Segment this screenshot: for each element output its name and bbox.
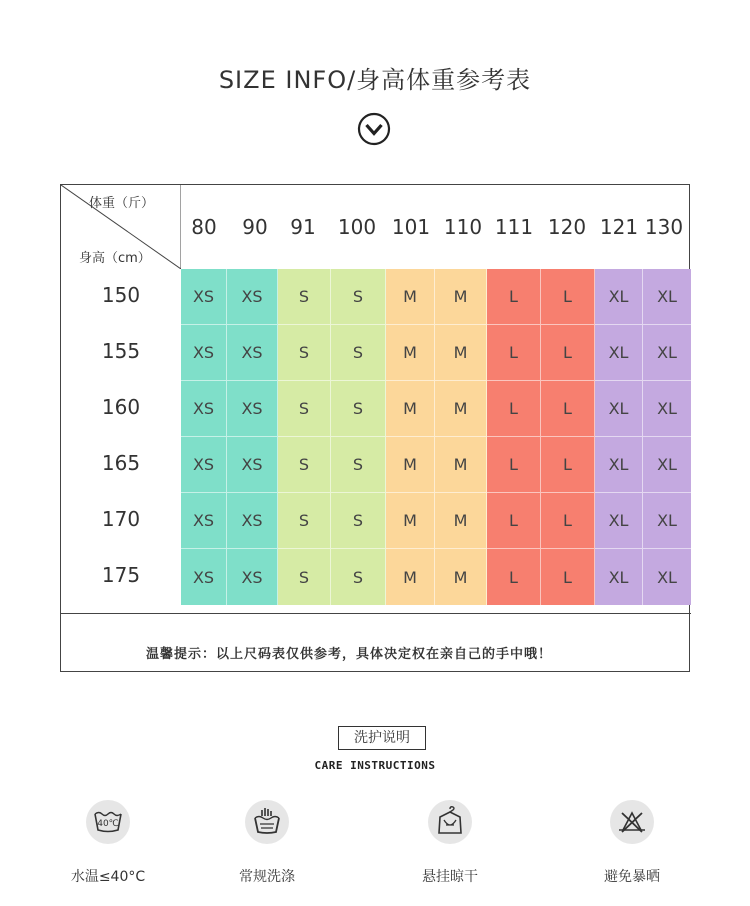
weight-header-91: 91	[290, 215, 316, 239]
height-row-label-175: 175	[101, 563, 141, 587]
weight-header-111: 111	[494, 215, 534, 239]
size-cell: XL	[643, 325, 691, 381]
weight-header-101: 101	[391, 215, 431, 239]
size-cell: XS	[227, 437, 278, 493]
size-cell: L	[541, 325, 595, 381]
size-cell: S	[331, 381, 386, 437]
size-cell: L	[487, 269, 541, 325]
size-cell: XL	[595, 325, 643, 381]
size-cell: XS	[227, 493, 278, 549]
care-subheading: CARE INSTRUCTIONS	[314, 759, 436, 772]
size-cell: M	[386, 437, 435, 493]
size-cell: XS	[181, 269, 227, 325]
page-title: SIZE INFO/身高体重参考表	[218, 66, 532, 94]
size-cell: XL	[595, 381, 643, 437]
size-chart-table	[60, 184, 690, 672]
care-label-avoid-sun: 避免暴晒	[604, 869, 660, 885]
care-heading: 洗护说明	[338, 726, 426, 750]
size-cell: XL	[595, 269, 643, 325]
size-cell: XL	[595, 493, 643, 549]
size-cell: L	[541, 269, 595, 325]
size-cell: XL	[643, 269, 691, 325]
size-cell: XS	[181, 493, 227, 549]
weight-header-100: 100	[337, 215, 377, 239]
size-cell: XS	[181, 325, 227, 381]
care-label-hang-dry: 悬挂晾干	[422, 869, 478, 885]
size-cell: XS	[227, 269, 278, 325]
size-cell: S	[331, 269, 386, 325]
size-cell: M	[435, 493, 487, 549]
size-cell: XS	[181, 381, 227, 437]
size-cell: M	[386, 381, 435, 437]
size-cell: S	[278, 493, 331, 549]
size-cell: L	[541, 549, 595, 605]
table-corner-header	[61, 185, 181, 269]
weight-header-120: 120	[547, 215, 587, 239]
size-cell: L	[487, 437, 541, 493]
size-cell: L	[541, 437, 595, 493]
size-cell: S	[331, 325, 386, 381]
weight-header-80: 80	[191, 215, 217, 239]
weight-header-121: 121	[599, 215, 639, 239]
size-cell: L	[487, 325, 541, 381]
weight-header-90: 90	[242, 215, 268, 239]
height-row-label-165: 165	[101, 451, 141, 475]
divider	[61, 613, 691, 614]
height-axis-label: 身高（cm）	[79, 251, 151, 266]
weight-header-130: 130	[644, 215, 684, 239]
height-row-label-155: 155	[101, 339, 141, 363]
size-cell: XS	[227, 381, 278, 437]
chevron-down-circle-icon	[357, 112, 391, 146]
wash-40-icon	[86, 800, 130, 844]
size-cell: L	[541, 381, 595, 437]
size-cell: S	[331, 549, 386, 605]
size-cell: XS	[227, 325, 278, 381]
size-cell: S	[278, 269, 331, 325]
wash-40-icon-text: 40℃	[97, 819, 119, 829]
height-row-label-170: 170	[101, 507, 141, 531]
care-label-normal-wash: 常规洗涤	[239, 869, 295, 885]
size-cell: XS	[181, 549, 227, 605]
size-cell: M	[386, 549, 435, 605]
hand-wash-icon	[245, 800, 289, 844]
size-cell: XL	[643, 549, 691, 605]
weight-header-110: 110	[443, 215, 483, 239]
size-tip: 温馨提示：以上尺码表仅供参考，具体决定权在亲自己的手中哦！	[146, 647, 553, 662]
size-cell: S	[278, 437, 331, 493]
size-cell: XS	[181, 437, 227, 493]
hang-dry-icon	[428, 800, 472, 844]
size-cell: S	[278, 549, 331, 605]
height-row-label-160: 160	[101, 395, 141, 419]
height-row-label-150: 150	[101, 283, 141, 307]
size-cell: XS	[227, 549, 278, 605]
size-cell: M	[435, 437, 487, 493]
size-cell: M	[435, 549, 487, 605]
size-cell: L	[487, 493, 541, 549]
size-cell: L	[487, 549, 541, 605]
size-cell: M	[386, 493, 435, 549]
size-cell: M	[435, 269, 487, 325]
size-cell: M	[386, 325, 435, 381]
size-cell: XL	[595, 437, 643, 493]
size-cell: M	[435, 381, 487, 437]
care-label-wash-temp: 水温≤40°C	[70, 869, 146, 885]
size-cell: L	[541, 493, 595, 549]
size-cell: XL	[643, 381, 691, 437]
size-cell: M	[435, 325, 487, 381]
size-cell: M	[386, 269, 435, 325]
size-cell: XL	[643, 493, 691, 549]
size-cell: S	[278, 381, 331, 437]
size-cell: S	[331, 493, 386, 549]
size-cell: XL	[643, 437, 691, 493]
size-cell: L	[487, 381, 541, 437]
size-cell: S	[278, 325, 331, 381]
size-cell: S	[331, 437, 386, 493]
weight-axis-label: 体重（斤）	[89, 196, 155, 211]
no-sun-icon	[610, 800, 654, 844]
size-cell: XL	[595, 549, 643, 605]
